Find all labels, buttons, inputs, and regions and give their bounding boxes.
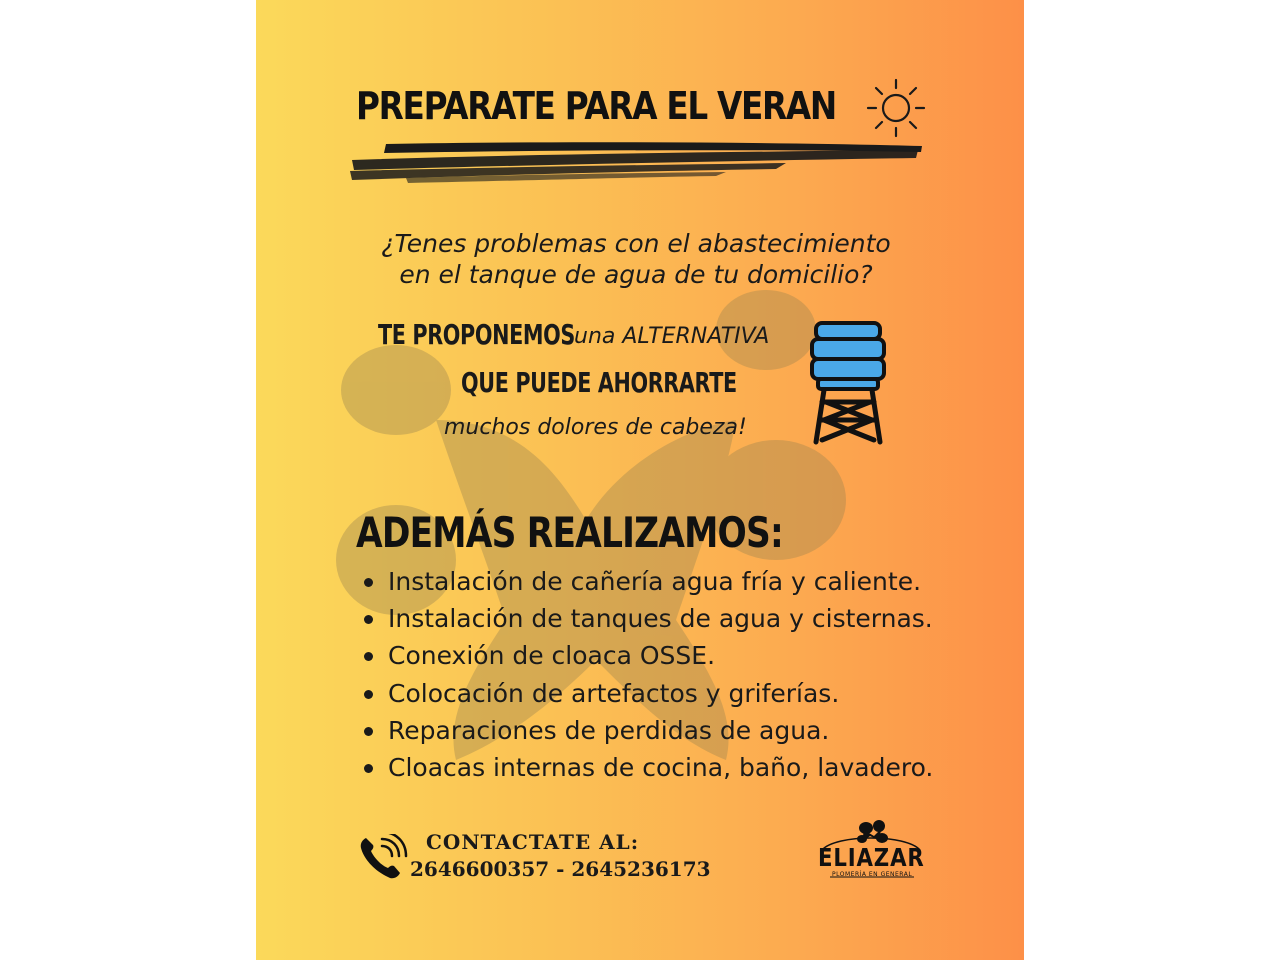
proposal-italic-1: una ALTERNATIVA [574, 324, 770, 349]
bullet-icon [364, 727, 373, 736]
services-title: ADEMÁS REALIZAMOS: [356, 508, 783, 557]
list-item: Conexión de cloaca OSSE. [360, 637, 933, 674]
list-item: Reparaciones de perdidas de agua. [360, 712, 933, 749]
proposal-caps-1: TE PROPONEMOS [378, 318, 575, 351]
contact-label: CONTACTATE AL: [426, 830, 640, 854]
bullet-icon [364, 578, 373, 587]
question-text [336, 228, 936, 290]
proposal-caps-2: QUE PUEDE AHORRARTE [461, 366, 737, 399]
bullet-icon [364, 615, 373, 624]
poster [256, 0, 1024, 960]
bullet-icon [364, 690, 373, 699]
bullet-icon [364, 764, 373, 773]
sun-icon [864, 76, 928, 140]
services-list [360, 563, 933, 786]
logo-name: ELIAZAR [818, 843, 925, 872]
bullet-icon [364, 652, 373, 661]
list-item: Colocación de artefactos y griferías. [360, 675, 933, 712]
list-item: Instalación de tanques de agua y cisternas. [360, 600, 933, 637]
question-line-1: ¿Tenes problemas con el abastecimiento [381, 229, 891, 258]
list-item: Instalación de cañería agua fría y caliente. [360, 563, 933, 600]
proposal-italic-2: muchos dolores de cabeza! [444, 415, 747, 440]
logo-tagline: PLOMERÍA EN GENERAL [832, 871, 913, 878]
poster-title: PREPARATE PARA EL VERAN [356, 84, 836, 128]
phone-icon [358, 834, 408, 882]
brush-stroke-divider [346, 138, 926, 190]
water-tank-icon [808, 320, 888, 446]
contact-phones: 2646600357 - 2645236173 [410, 857, 711, 881]
list-item: Cloacas internas de cocina, baño, lavadero. [360, 749, 933, 786]
question-line-2: en el tanque de agua de tu domicilio? [399, 260, 873, 289]
